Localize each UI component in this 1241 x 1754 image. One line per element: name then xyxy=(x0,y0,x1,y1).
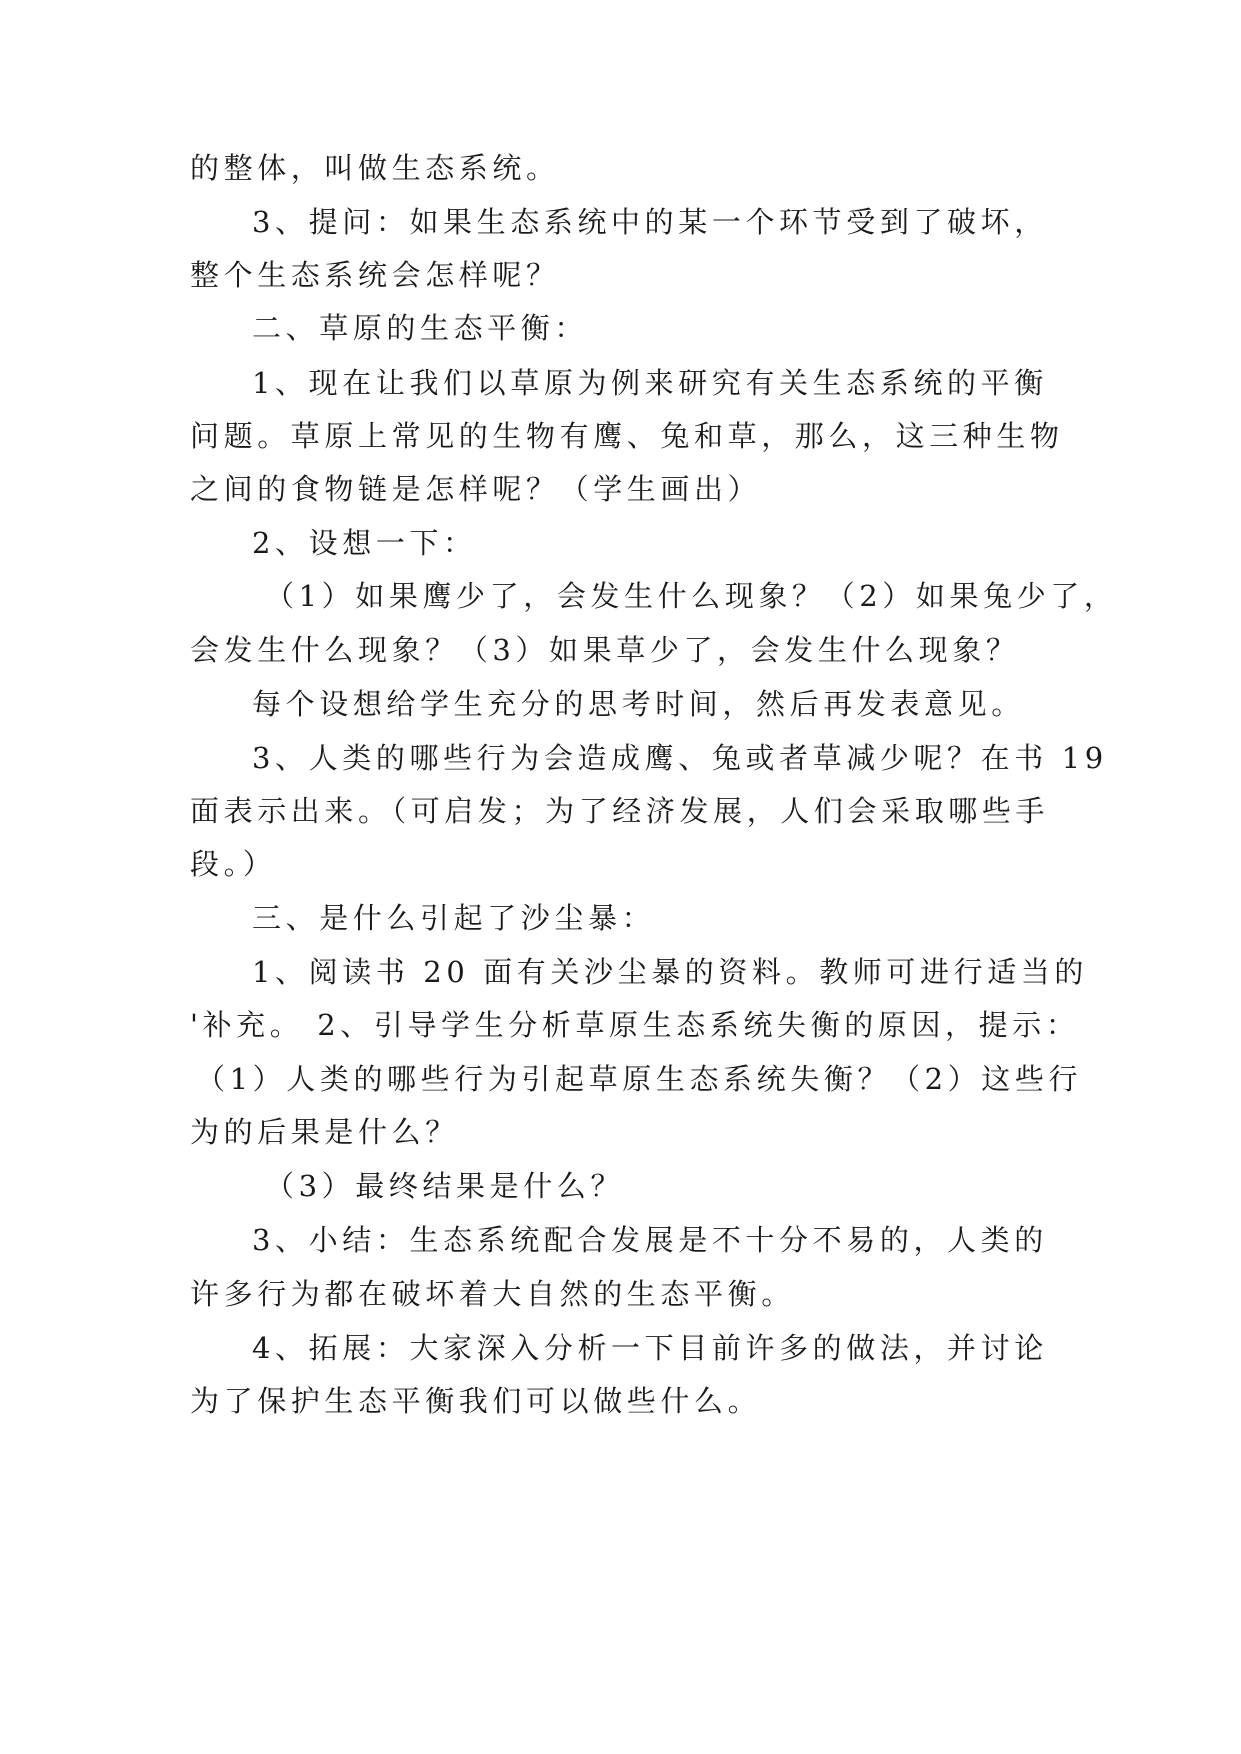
text-line-20: （3）最终结果是什么？ xyxy=(265,1169,625,1203)
text-line-6: 问题。草原上常见的生物有鹰、兔和草，那么，这三种生物 xyxy=(190,419,1064,453)
text-line-9: （1）如果鹰少了，会发生什么现象？（2）如果兔少了， xyxy=(265,579,1118,613)
text-line-24: 为了保护生态平衡我们可以做些什么。 xyxy=(190,1384,762,1418)
text-line-3: 整个生态系统会怎样呢？ xyxy=(190,258,560,292)
section-heading-2: 二、草原的生态平衡： xyxy=(252,311,589,345)
text-line-11: 每个设想给学生充分的思考时间，然后再发表意见。 xyxy=(252,687,1025,721)
text-line-1: 的整体，叫做生态系统。 xyxy=(190,151,560,185)
text-line-22: 许多行为都在破坏着大自然的生态平衡。 xyxy=(190,1277,795,1311)
text-line-10: 会发生什么现象？（3）如果草少了，会发生什么现象？ xyxy=(190,633,1020,667)
text-line-8: 2、设想一下： xyxy=(252,526,477,560)
text-line-14: 段。） xyxy=(190,847,277,881)
text-line-21: 3、小结：生态系统配合发展是不十分不易的，人类的 xyxy=(252,1223,1048,1257)
text-line-2: 3、提问：如果生态系统中的某一个环节受到了破坏， xyxy=(252,205,1048,239)
text-line-7: 之间的食物链是怎样呢？（学生画出） xyxy=(190,472,762,506)
text-line-17: '补充。 2、引导学生分析草原生态系统失衡的原因，提示： xyxy=(190,1008,1080,1042)
text-line-12: 3、人类的哪些行为会造成鹰、兔或者草减少呢？在书 19 xyxy=(252,741,1108,775)
text-line-5: 1、现在让我们以草原为例来研究有关生态系统的平衡 xyxy=(252,366,1048,400)
text-line-23: 4、拓展：大家深入分析一下目前许多的做法，并讨论 xyxy=(252,1331,1048,1365)
text-line-16: 1、阅读书 20 面有关沙尘暴的资料。教师可进行适当的 xyxy=(252,955,1088,989)
text-line-18: （1）人类的哪些行为引起草原生态系统失衡？（2）这些行 xyxy=(196,1062,1083,1096)
text-line-19: 为的后果是什么？ xyxy=(190,1115,459,1149)
text-line-13: 面表示出来。（可启发；为了经济发展，人们会采取哪些手 xyxy=(190,794,1050,828)
section-heading-3: 三、是什么引起了沙尘暴： xyxy=(252,901,656,935)
